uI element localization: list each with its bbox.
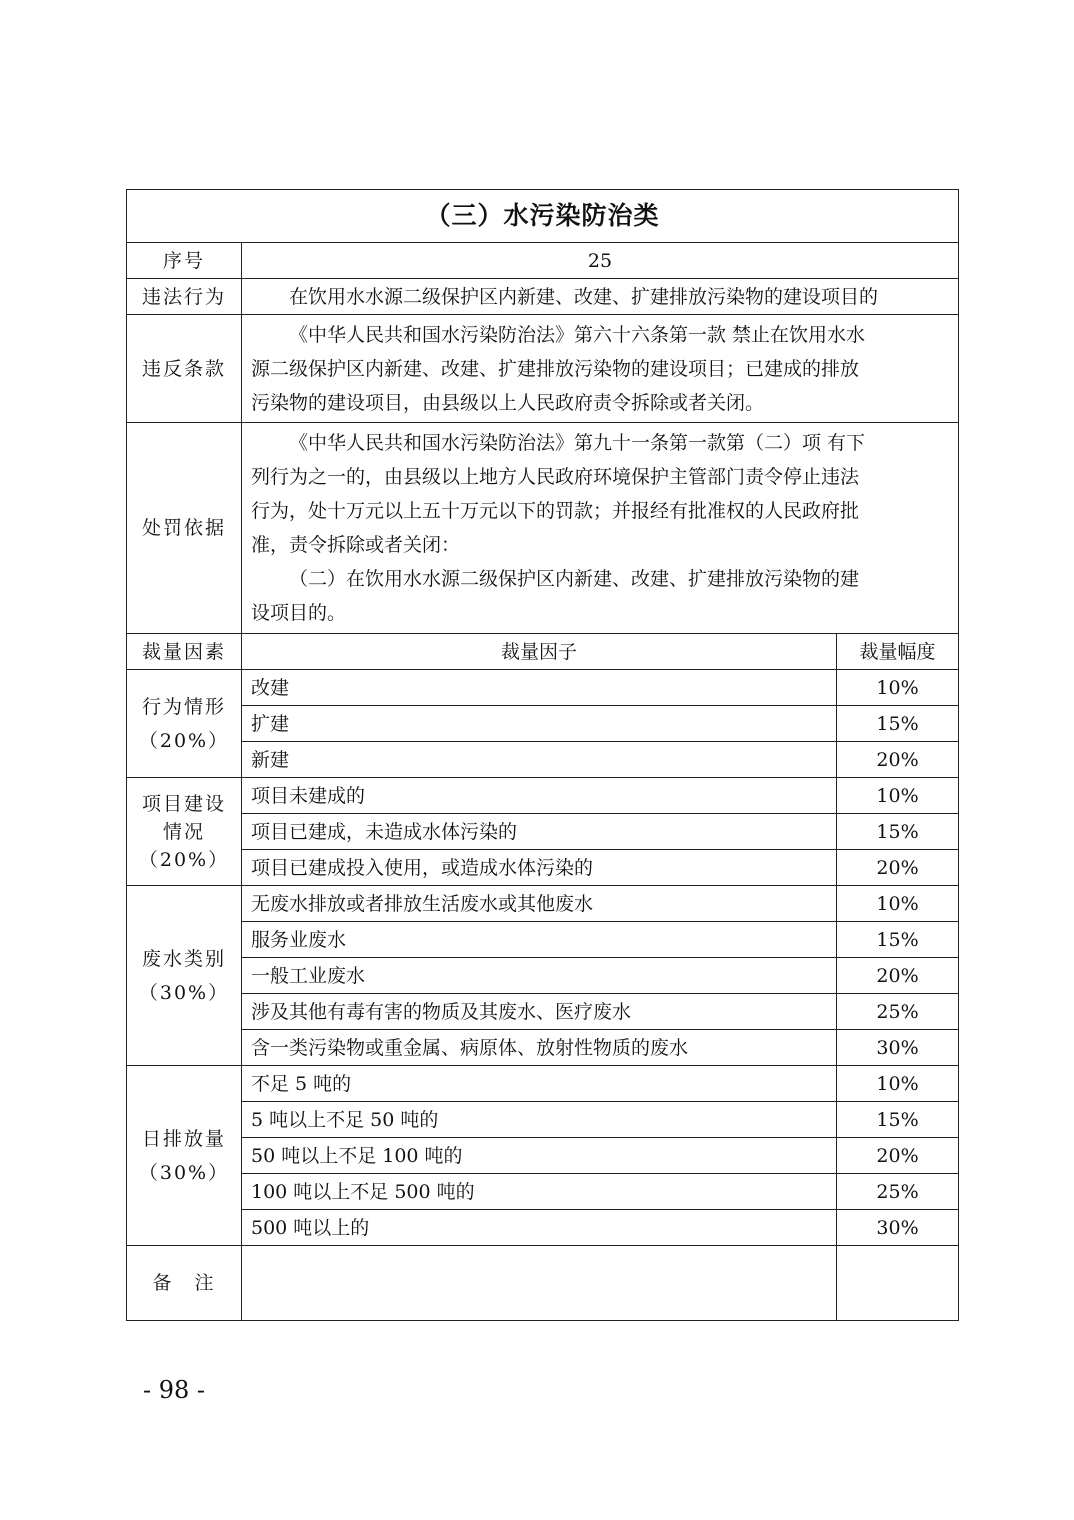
factor-cell: 改建: [242, 670, 837, 706]
range-cell: 15%: [837, 1102, 959, 1138]
clause-line: 污染物的建设项目，由县级以上人民政府责令拆除或者关闭。: [251, 391, 765, 414]
remarks-range: [837, 1246, 959, 1321]
group-label-line: 情况: [162, 820, 205, 843]
group-label-construction: [127, 778, 242, 886]
factor-cell: 项目已建成，未造成水体污染的: [242, 814, 837, 850]
clause-line: 源二级保护区内新建、改建、扩建排放污染物的建设项目；已建成的排放: [251, 357, 860, 380]
group-label-line: （30%）: [138, 1161, 230, 1184]
range-cell: 20%: [837, 850, 959, 886]
remarks-content: [242, 1246, 837, 1321]
header-range: 裁量幅度: [837, 634, 959, 670]
group-label-wastewater: [127, 886, 242, 1066]
factor-cell: 新建: [242, 742, 837, 778]
penalty-label: 处罚依据: [127, 423, 242, 634]
range-cell: 20%: [837, 1138, 959, 1174]
penalty-line: 《中华人民共和国水污染防治法》第九十一条第一款第（二）项 有下: [289, 432, 866, 454]
group-label-daily-discharge: [127, 1066, 242, 1246]
penalty-table: [126, 189, 959, 1321]
factor-cell: 50 吨以上不足 100 吨的: [242, 1138, 837, 1174]
penalty-line: 列行为之一的，由县级以上地方人民政府环境保护主管部门责令停止违法: [251, 466, 860, 488]
clause-text: [242, 315, 959, 423]
factor-cell: 100 吨以上不足 500 吨的: [242, 1174, 837, 1210]
range-cell: 30%: [837, 1030, 959, 1066]
range-cell: 15%: [837, 814, 959, 850]
serial-label: 序号: [127, 243, 242, 279]
range-cell: 30%: [837, 1210, 959, 1246]
range-cell: 10%: [837, 1066, 959, 1102]
range-cell: 20%: [837, 958, 959, 994]
page-number: - 98 -: [143, 1376, 206, 1404]
factor-cell: 含一类污染物或重金属、病原体、放射性物质的废水: [242, 1030, 837, 1066]
factor-cell: 500 吨以上的: [242, 1210, 837, 1246]
group-label-line: 日排放量: [141, 1127, 226, 1150]
range-cell: 20%: [837, 742, 959, 778]
range-cell: 10%: [837, 886, 959, 922]
clause-label: 违反条款: [127, 315, 242, 423]
penalty-line: 准，责令拆除或者关闭：: [251, 534, 461, 556]
group-label-line: 废水类别: [141, 947, 226, 970]
factor-cell: 不足 5 吨的: [242, 1066, 837, 1102]
group-label-line: （20%）: [138, 729, 230, 752]
header-factor-group: 裁量因素: [127, 634, 242, 670]
factor-cell: 5 吨以上不足 50 吨的: [242, 1102, 837, 1138]
range-cell: 25%: [837, 1174, 959, 1210]
clause-line: 《中华人民共和国水污染防治法》第六十六条第一款 禁止在饮用水水: [289, 323, 866, 346]
table-title: （三）水污染防治类: [127, 190, 959, 243]
group-label-line: （30%）: [138, 981, 230, 1004]
group-label-line: 行为情形: [141, 695, 226, 718]
penalty-text: [242, 423, 959, 634]
factor-cell: 项目未建成的: [242, 778, 837, 814]
range-cell: 10%: [837, 778, 959, 814]
document-sheet: [126, 189, 958, 1321]
range-cell: 25%: [837, 994, 959, 1030]
violation-text: 在饮用水水源二级保护区内新建、改建、扩建排放污染物的建设项目的: [242, 279, 959, 315]
group-label-line: 项目建设: [141, 792, 226, 815]
factor-cell: 无废水排放或者排放生活废水或其他废水: [242, 886, 837, 922]
penalty-line: 设项目的。: [251, 602, 347, 624]
group-label-line: （20%）: [138, 848, 230, 871]
factor-cell: 服务业废水: [242, 922, 837, 958]
violation-label: 违法行为: [127, 279, 242, 315]
header-factor: 裁量因子: [242, 634, 837, 670]
range-cell: 15%: [837, 706, 959, 742]
penalty-line: （二）在饮用水水源二级保护区内新建、改建、扩建排放污染物的建: [289, 568, 860, 590]
range-cell: 15%: [837, 922, 959, 958]
serial-value: 25: [242, 243, 959, 279]
penalty-line: 行为，处十万元以上五十万元以下的罚款；并报经有批准权的人民政府批: [251, 500, 860, 522]
factor-cell: 扩建: [242, 706, 837, 742]
factor-cell: 项目已建成投入使用，或造成水体污染的: [242, 850, 837, 886]
factor-cell: 涉及其他有毒有害的物质及其废水、医疗废水: [242, 994, 837, 1030]
remarks-label: 备 注: [127, 1246, 242, 1321]
factor-cell: 一般工业废水: [242, 958, 837, 994]
group-label-behavior: [127, 670, 242, 778]
range-cell: 10%: [837, 670, 959, 706]
